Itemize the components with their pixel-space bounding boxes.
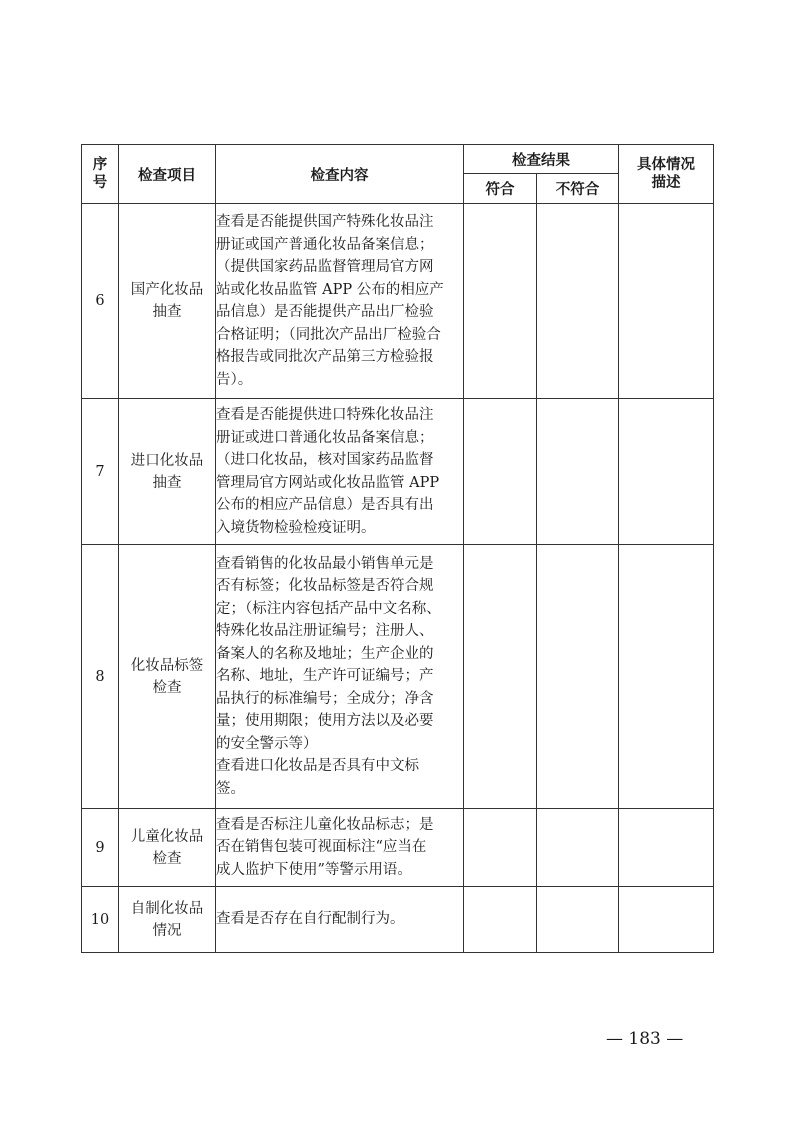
header-detail-description <box>619 145 714 204</box>
row-inspection-content <box>216 399 464 545</box>
header-detail-line2: 描述 <box>651 175 681 191</box>
content-line: 告）。 <box>216 371 253 388</box>
row-inspection-item <box>119 204 216 399</box>
content-line: 名称、地址，生产许可证编号；产 <box>216 668 434 685</box>
content-line: 品信息）是否能提供产品出厂检验 <box>216 304 434 320</box>
content-line: 签。 <box>216 780 245 797</box>
item-line: 情况 <box>152 922 182 939</box>
content-line: 查看是否能提供国产特殊化妆品注 <box>216 214 434 230</box>
row-nonconform-cell[interactable] <box>537 204 619 399</box>
table-row <box>82 204 714 399</box>
header-serial-line1: 序 <box>92 157 108 173</box>
item-line: 自制化妆品 <box>130 900 204 917</box>
content-line: 成人监护下使用”等警示用语。 <box>216 861 412 878</box>
row-nonconform-cell[interactable] <box>537 809 619 887</box>
table-row <box>82 545 714 809</box>
row-nonconform-cell[interactable] <box>537 887 619 953</box>
header-detail-line1: 具体情况 <box>637 157 695 173</box>
row-serial-number: 10 <box>82 887 119 953</box>
row-inspection-item <box>119 887 216 953</box>
row-conform-cell[interactable] <box>464 545 537 809</box>
row-serial-number: 6 <box>82 204 119 399</box>
row-detail-cell[interactable] <box>619 399 714 545</box>
row-inspection-item <box>119 545 216 809</box>
content-line: 合格证明；（同批次产品出厂检验合 <box>216 326 441 343</box>
content-line: （进口化妆品，核对国家药品监督 <box>216 452 434 468</box>
row-inspection-content <box>216 204 464 399</box>
header-conform: 符合 <box>464 174 537 204</box>
header-serial-number <box>82 145 119 204</box>
row-inspection-item <box>119 809 216 887</box>
row-inspection-content <box>216 887 464 953</box>
content-line: （提供国家药品监督管理局官方网 <box>216 259 434 275</box>
header-nonconform: 不符合 <box>537 174 619 204</box>
content-line: 公布的相应产品信息）是否具有出 <box>216 497 434 513</box>
header-serial-line2: 号 <box>92 175 108 191</box>
content-line: 的安全警示等） <box>216 735 318 752</box>
content-line: 量；使用期限；使用方法以及必要 <box>216 713 434 730</box>
content-line: 查看是否存在自行配制行为。 <box>216 911 405 928</box>
content-line: 查看进口化妆品是否具有中文标 <box>216 758 419 775</box>
row-inspection-content <box>216 545 464 809</box>
content-line: 册证或国产普通化妆品备案信息； <box>216 236 434 253</box>
table-row <box>82 399 714 545</box>
content-line: 特殊化妆品注册证编号；注册人、 <box>216 623 434 640</box>
content-line: 册证或进口普通化妆品备案信息； <box>216 429 434 446</box>
content-line: 查看是否能提供进口特殊化妆品注 <box>216 407 434 423</box>
table-row <box>82 809 714 887</box>
row-conform-cell[interactable] <box>464 809 537 887</box>
row-detail-cell[interactable] <box>619 887 714 953</box>
item-line: 儿童化妆品 <box>130 828 204 845</box>
content-line: 查看销售的化妆品最小销售单元是 <box>216 555 434 572</box>
row-detail-cell[interactable] <box>619 545 714 809</box>
content-line: 入境货物检验检疫证明。 <box>216 519 376 536</box>
content-line: 备案人的名称及地址；生产企业的 <box>216 645 434 662</box>
row-serial-number: 7 <box>82 399 119 545</box>
item-line: 检查 <box>152 850 182 867</box>
content-line: 管理局官方网站或化妆品监管 APP <box>216 474 440 491</box>
item-line: 化妆品标签 <box>130 657 204 674</box>
content-line: 查看是否标注儿童化妆品标志；是 <box>216 816 434 833</box>
content-line: 定；（标注内容包括产品中文名称、 <box>216 600 441 617</box>
row-serial-number: 9 <box>82 809 119 887</box>
content-line: 否有标签；化妆品标签是否符合规 <box>216 578 434 595</box>
item-line: 进口化妆品 <box>130 452 204 469</box>
item-line: 检查 <box>152 679 182 696</box>
row-nonconform-cell[interactable] <box>537 399 619 545</box>
item-line: 抽查 <box>152 304 182 320</box>
header-inspection-content: 检查内容 <box>216 145 464 204</box>
item-line: 抽查 <box>152 474 182 491</box>
row-inspection-item <box>119 399 216 545</box>
item-line: 国产化妆品 <box>130 282 204 298</box>
row-detail-cell[interactable] <box>619 809 714 887</box>
header-inspection-item: 检查项目 <box>119 145 216 204</box>
row-conform-cell[interactable] <box>464 887 537 953</box>
header-inspection-result: 检查结果 <box>464 145 619 174</box>
table-row <box>82 887 714 953</box>
row-inspection-content <box>216 809 464 887</box>
table-body <box>82 204 714 953</box>
content-line: 品执行的标准编号；全成分；净含 <box>216 690 434 707</box>
inspection-table <box>81 144 714 953</box>
content-line: 站或化妆品监管 APP 公布的相应产 <box>216 281 444 298</box>
page-number: — 183 — <box>606 1029 684 1049</box>
row-serial-number: 8 <box>82 545 119 809</box>
row-nonconform-cell[interactable] <box>537 545 619 809</box>
content-line: 格报告或同批次产品第三方检验报 <box>216 349 434 365</box>
row-conform-cell[interactable] <box>464 399 537 545</box>
row-conform-cell[interactable] <box>464 204 537 399</box>
row-detail-cell[interactable] <box>619 204 714 399</box>
content-line: 否在销售包装可视面标注“应当在 <box>216 839 427 856</box>
